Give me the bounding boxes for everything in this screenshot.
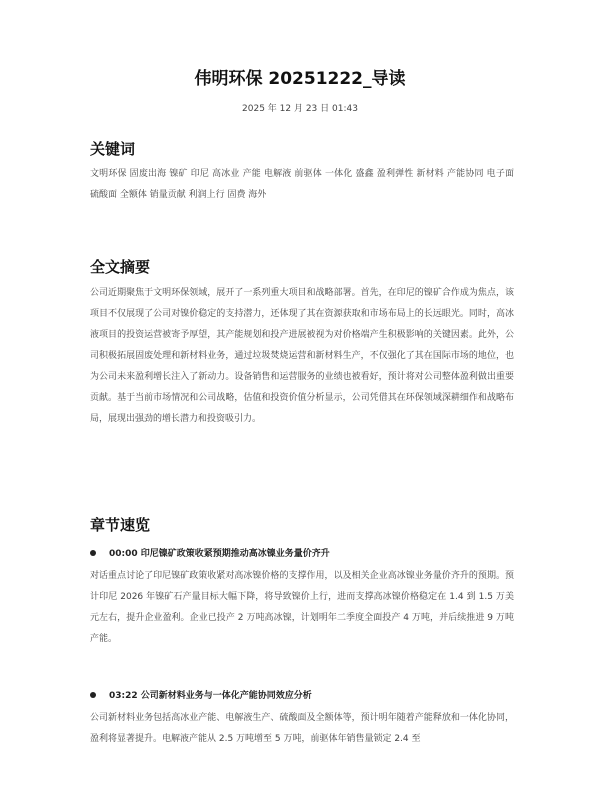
chapter-item-1-text: 对话重点讨论了印尼镍矿政策收紧对高冰镍价格的支撑作用，以及相关企业高冰镍业务量价齐升的预期。预计印尼 2026 年镍矿石产量目标大幅下降，将导致镍价上行，进而支撑高冰镍价格稳定在 1.4 到 1.5 万美元左右，提升企业盈利。企业已投产 2 万吨高冰镍，计划明年二季度全面投产 4 万吨，并后续推进 9 万吨产能。 (90, 571, 514, 644)
bullet-icon (90, 692, 96, 698)
chapter-item-2-title: 03:22 公司新材料业务与一体化产能协同效应分析 (109, 691, 312, 701)
summary-heading: 全文摘要 (90, 258, 151, 276)
chapter-item-2-text: 公司新材料业务包括高冰业产能、电解液生产、硫酸面及全额体等，预计明年随着产能释放和一体化协同，盈利将显著提升。电解液产能从 2.5 万吨增至 5 万吨，前驱体年销售量锁定 2.4 至 (90, 713, 514, 744)
bullet-icon (90, 550, 96, 556)
chapters-heading: 章节速览 (90, 516, 151, 534)
chapter-item-1-header (90, 546, 514, 559)
keywords-heading: 关键词 (90, 140, 136, 158)
chapter-item-1-title: 00:00 印尼镍矿政策收紧预期推动高冰镍业务量价齐升 (109, 549, 330, 559)
document-title: 伟明环保 20251222_导读 (194, 69, 406, 89)
summary-text: 公司近期聚焦于文明环保领域，展开了一系列重大项目和战略部署。首先，在印尼的镍矿合作成为焦点，该项目不仅展现了公司对镍价稳定的支持潜力，还体现了其在资源获取和市场布局上的长远眼光。同时，高冰液项目的投资运营被寄予厚望，其产能规划和投产进展被视为对价格端产生积极影响的关键因素。此外，公司积极拓展固废处理和新材料业务，通过垃圾焚烧运营和新材料生产，不仅强化了其在国际市场的地位，也为公司未来盈利增长注入了新动力。设备销售和运营服务的业绩也被看好，预计将对公司整体盈利做出重要贡献。基于当前市场情况和公司战略，估值和投资价值分析显示，公司凭借其在环保领域深耕细作和战略布局，展现出强劲的增长潜力和投资吸引力。 (90, 288, 514, 424)
document-datetime: 2025 年 12 月 23 日 01:43 (242, 104, 358, 114)
chapter-item-2-header (90, 688, 514, 701)
keywords-text: 文明环保 固废出海 镍矿 印尼 高冰业 产能 电解液 前驱体 一体化 盛鑫 盈利弹性 新材料 产能协同 电子面 硫酸面 全额体 销量贡献 利润上行 固费 海外 (90, 169, 514, 200)
